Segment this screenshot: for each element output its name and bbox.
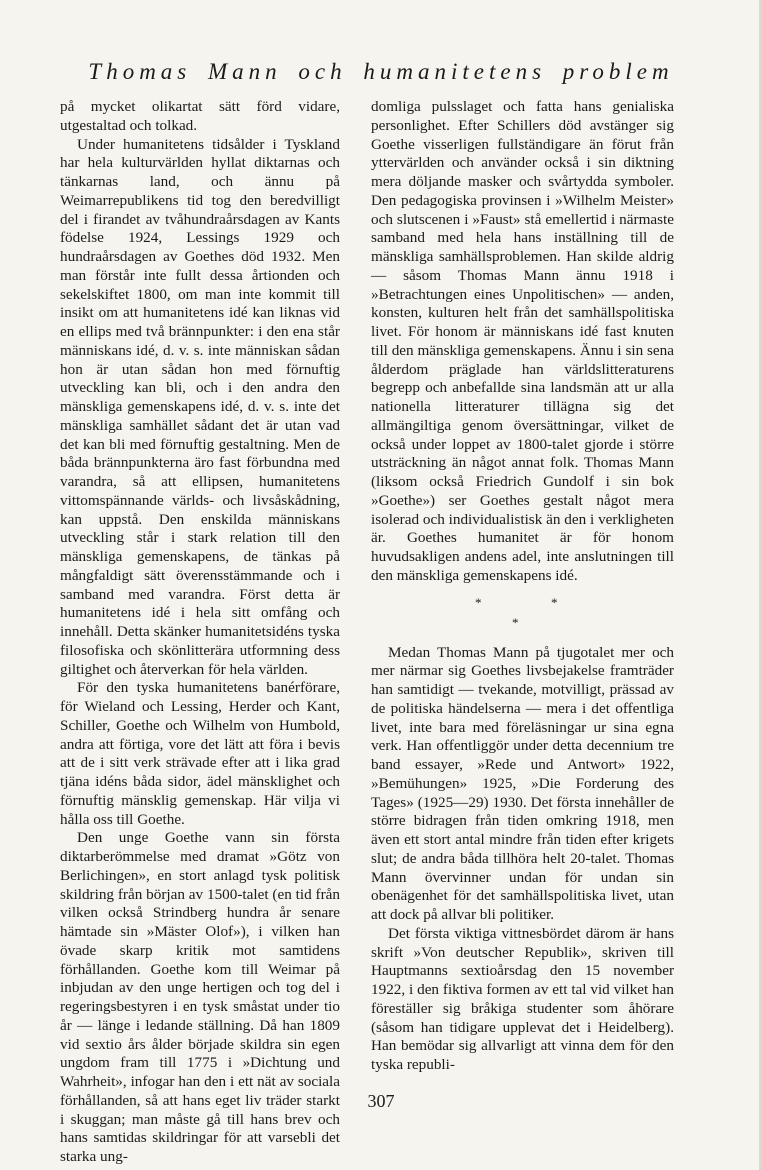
section-break-star: * — [512, 614, 519, 630]
paragraph: Det första viktiga vittnesbördet därom är hans skrift »Von deutscher Republik», skriven till Hauptmanns sextioårsdag den 15 november 1922, i den fiktiva formen av ett tal vid vilket han föreställer sig bråkiga studenter som åhörare (såsom han tidigare upplevat det i Heidelberg). Han bemödar sig allvarligt att vinna dem för den tyska republi- — [371, 924, 674, 1073]
paragraph: på mycket olikartat sätt förd vidare, utgestaltad och tolkad. — [60, 98, 340, 134]
paragraph: Den unge Goethe vann sin första diktarberömmelse med dramat »Götz von Berlichingen», en stort anlagd tysk politisk skildring från början av 1500-talet (en tid från vilken också Strindberg hundra år senare hämtade sin »Mäster Olof»), i vilken han övade skarp kritik mot samtidens förhållanden. Goethe kom till Weimar på inbjudan av den unge hertigen och tog del i regeringsbestyren i en tysk småstat under tio år — länge i ledande ställning. Då han 1809 vid sextio års ålder började skildra sin egen ungdom fram till 1775 i »Dichtung und Wahrheit», infogar han den i ett nät av sociala förhållanden, så att hans eget liv träder starkt i skuggan; man måste gå till hans brev och hans samtidas skildringar för att varsebli det starka ung- — [60, 829, 340, 1165]
paragraph: För den tyska humanitetens banérförare, för Wieland och Lessing, Herder och Kant, Schiller, Goethe och Wilhelm von Humbold, andra att förtiga, vore det lätt att föra i bevis att de i sitt verk strävade efter att i lika grad tjäna idéns båda sidor, ädel mänsklighet och förnuftig mänsklig gemenskap. Här vilja vi hålla oss till Goethe. — [60, 679, 340, 828]
running-title: Thomas Mann och humanitetens problem — [88, 59, 674, 84]
section-break-star: * — [551, 594, 558, 610]
section-break — [371, 594, 674, 644]
left-column — [60, 98, 340, 1167]
section-break-star: * — [475, 594, 482, 610]
paragraph: domliga pulsslaget och fatta hans genialiska personlighet. Efter Schillers död avstänger sig Goethe visserligen fullständigare än förut från yttervärlden och använder också i sin diktning mera döljande masker och svårtydda symboler. Den pedagogiska provinsen i »Wilhelm Meister» och slutscenen i »Faust» stå emellertid i närmaste samband med hela hans inställning till de mänskliga samhällsproblemen. Han skilde aldrig — såsom Thomas Mann ännu 1918 i »Betrachtungen eines Unpolitischen» — anden, konsten, kulturen helt från det samhällspolitiska livet. För honom är människans idé fast knuten till den mänskliga gemenskapens. Ännu i sin sena ålderdom präglade han världslitteraturens begrepp och anbefallde sina landsmän att ur alla nationella litteraturer tillägna sig det allmängiltiga genom översättningar, vilket de också under loppet av 1800-talet gjorde i större utsträckning än något annat folk. Thomas Mann (liksom också Friedrich Gundolf i sin bok »Goethe») ser Goethes gestalt något mera isolerad och individualistisk än den i verkligheten är. Goethes humanitet är för honom huvudsakligen andens adel, inte anslutningen till den mänskliga gemenskapens idé. — [371, 98, 674, 584]
right-column — [371, 98, 674, 1075]
paragraph: Under humanitetens tidsålder i Tyskland har hela kulturvärlden hyllat diktarnas och tänkarnas land, och ännu på Weimarrepublikens tid tog den beredvilligt del i firandet av tvåhundraårsdagen av Kants födelse 1924, Lessings 1929 och hundraårsdagen av Goethes död 1932. Men man förstår inte fullt dessa årtionden och sekelskiftet 1800, om man inte kommit till insikt om att humanitetens idé kan liknas vid en ellips med två brännpunkter: i den ena står människans idé, d. v. s. inte människan sådan hon är utan sådan hon med förnuftig utveckling kan bli, och i den andra den mänskliga gemenskapens idé, d. v. s. inte det mänskliga samhället sådant det är utan vad det kan bli med förnuftig gestaltning. Men de båda brännpunkterna äro fast förbundna med varandra, så att ellipsen, humanitetens vittomspännande världs- och livsåskådning, kan uppstå. Den enskilda människans utveckling står i stark relation till den mänskliga gemenskapens, de tänkas på mångfaldigt sätt överensstämmande och i samband med varandra. Först detta är humanitetens idé i hela sitt omfång och innehåll. Detta skänker humanitetsidéns tyska filosofiska och skönlitterära utformning dess giltighet och återverkan för hela världen. — [60, 135, 340, 678]
page-number: 307 — [367, 1091, 395, 1111]
paragraph: Medan Thomas Mann på tjugotalet mer och mer närmar sig Goethes livsbejakelse framträder han samtidigt — tvekande, motvilligt, prässad av de politiska händelserna — mera i det offentliga livet, inte bara med föreläsningar ur sina egna verk. Han offentliggör under detta decennium tre band essayer, »Rede und Antwort» 1922, »Bemühungen» 1925, »Die Forderung des Tages» (1925—29) 1930. Det första innehåller de större bidragen från tiden omkring 1918, men även ett stort antal mindre från tiden efter krigets slut; de andra båda tillhöra helt 20-talet. Thomas Mann övervinner undan för undan sin obenägenhet för det samhällspolitiska livet, utan att dock på allvar bli politiker. — [371, 643, 674, 923]
